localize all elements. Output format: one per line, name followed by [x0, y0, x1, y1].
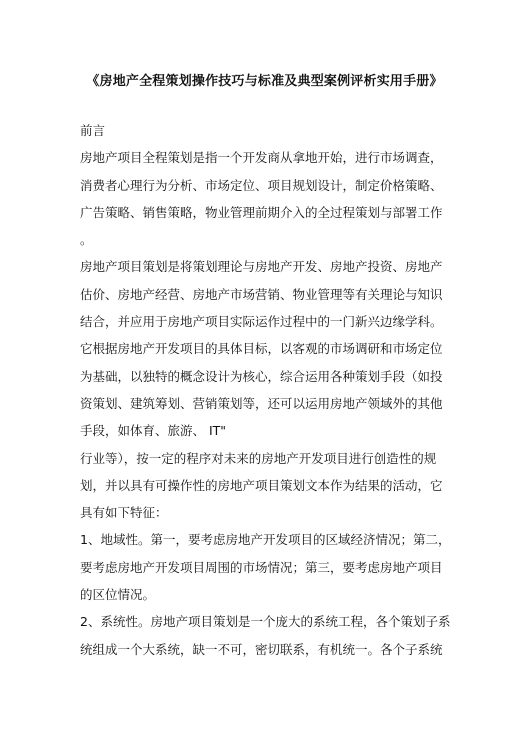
text-line: 行业等），按一定的程序对未来的房地产开发项目进行创造性的规: [80, 450, 437, 466]
text-line: 2、系统性。房地产项目策划是一个庞大的系统工程，各个策划子系: [80, 614, 451, 630]
text-line: 的区位情况。: [80, 587, 156, 603]
document-title: 《房地产全程策划操作技巧与标准及典型案例评析实用手册》: [86, 74, 443, 89]
text-line: 具有如下特征：: [80, 505, 168, 521]
text-line: 结合，并应用于房地产项目实际运作过程中的一门新兴边缘学科。: [80, 314, 443, 330]
document-body: [80, 117, 458, 663]
text-line: 房地产项目策划是将策划理论与房地产开发、房地产投资、房地产: [80, 259, 443, 275]
text-line: 估价、房地产经营、房地产市场营销、物业管理等有关理论与知识: [80, 286, 443, 302]
text-line: 手段，如体育、旅游、 IT": [80, 423, 227, 439]
text-line: 要考虑房地产开发项目周围的市场情况；第三，要考虑房地产项目: [80, 559, 443, 575]
text-line: 统组成一个大系统，缺一不可，密切联系，有机统一。各个子系统: [80, 641, 443, 657]
text-line: 资策划、建筑筹划、营销策划等，还可以运用房地产领域外的其他: [80, 395, 443, 411]
section-heading-preface: 前言: [80, 123, 106, 138]
text-line: 为基础，以独特的概念设计为核心，综合运用各种策划手段（如投: [80, 368, 443, 384]
text-line: 划，并以具有可操作性的房地产项目策划文本作为结果的活动，它: [80, 477, 443, 493]
text-line: 。: [80, 232, 93, 248]
text-line: 1、地域性。第一，要考虑房地产开发项目的区域经济情况；第二，: [80, 532, 451, 548]
text-line: 房地产项目全程策划是指一个开发商从拿地开始，进行市场调查，: [80, 150, 443, 166]
text-line: 广告策略、销售策略，物业管理前期介入的全过程策划与部署工作: [80, 204, 443, 220]
text-line: 消费者心理行为分析、市场定位、项目规划设计，制定价格策略、: [80, 177, 443, 193]
text-line: 它根据房地产开发项目的具体目标，以客观的市场调研和市场定位: [80, 341, 443, 357]
